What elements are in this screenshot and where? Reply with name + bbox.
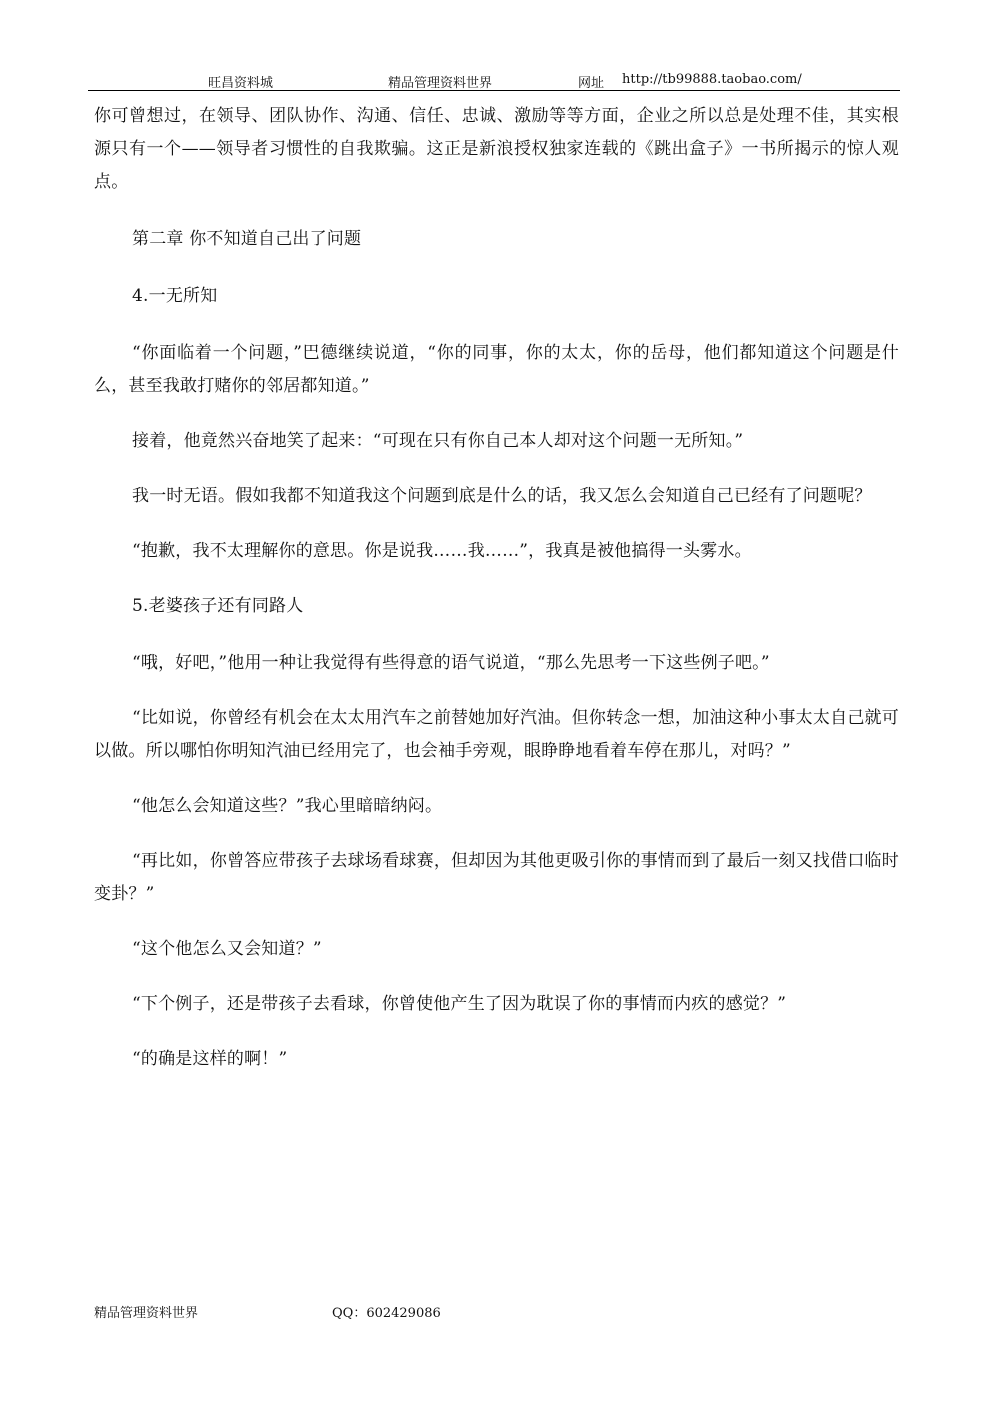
header-brand: 精品管理资料世界 — [388, 76, 493, 91]
page-header — [88, 70, 900, 91]
section-4-paragraph: 我一时无语。假如我都不知道我这个问题到底是什么的话，我又怎么会知道自己已经有了问题呢？ — [132, 486, 872, 506]
header-url-link[interactable]: http://tb99888.taobao.com/ — [622, 72, 802, 87]
section-5-paragraph: “下个例子，还是带孩子去看球，你曾使他产生了因为耽误了你的事情而内疚的感觉？” — [132, 994, 787, 1014]
section-4-title: 4.一无所知 — [132, 286, 218, 306]
section-4-paragraph: “抱歉，我不太理解你的意思。你是说我……我……”，我真是被他搞得一头雾水。 — [132, 541, 752, 561]
intro-paragraph: 你可曾想过，在领导、团队协作、沟通、信任、忠诚、激励等等方面，企业之所以总是处理不佳，其实根源只有一个——领导者习惯性的自我欺骗。这正是新浪授权独家连载的《跳出盒子》一书所揭示的惊人观点。 — [94, 106, 899, 192]
section-5-paragraph: “他怎么会知道这些？”我心里暗暗纳闷。 — [132, 796, 443, 816]
document-body — [94, 100, 899, 1098]
section-4-paragraph: 接着，他竟然兴奋地笑了起来：“可现在只有你自己本人却对这个问题一无所知。” — [132, 431, 744, 451]
section-5-paragraph: “再比如，你曾答应带孩子去球场看球赛，但却因为其他更吸引你的事情而到了最后一刻又找借口临时变卦？” — [94, 851, 899, 904]
section-5-paragraph: “哦，好吧，”他用一种让我觉得有些得意的语气说道，“那么先思考一下这些例子吧。” — [132, 653, 770, 673]
header-url-label: 网址 — [578, 76, 605, 91]
section-5-paragraph: “的确是这样的啊！” — [132, 1049, 288, 1069]
section-4-paragraph: “你面临着一个问题，”巴德继续说道，“你的同事，你的太太，你的岳母，他们都知道这个问题是什么，甚至我敢打赌你的邻居都知道。” — [94, 343, 899, 396]
section-5-paragraph: “这个他怎么又会知道？” — [132, 939, 322, 959]
footer-qq: QQ：602429086 — [332, 1306, 441, 1321]
section-5-title: 5.老婆孩子还有同路人 — [132, 596, 304, 616]
section-5-paragraph: “比如说，你曾经有机会在太太用汽车之前替她加好汽油。但你转念一想，加油这种小事太太自己就可以做。所以哪怕你明知汽油已经用完了，也会袖手旁观，眼睁睁地看着车停在那儿，对吗？” — [94, 708, 899, 761]
footer-brand: 精品管理资料世界 — [94, 1306, 199, 1321]
chapter-title: 第二章 你不知道自己出了问题 — [132, 229, 362, 249]
header-site-name: 旺昌资料城 — [208, 76, 274, 91]
